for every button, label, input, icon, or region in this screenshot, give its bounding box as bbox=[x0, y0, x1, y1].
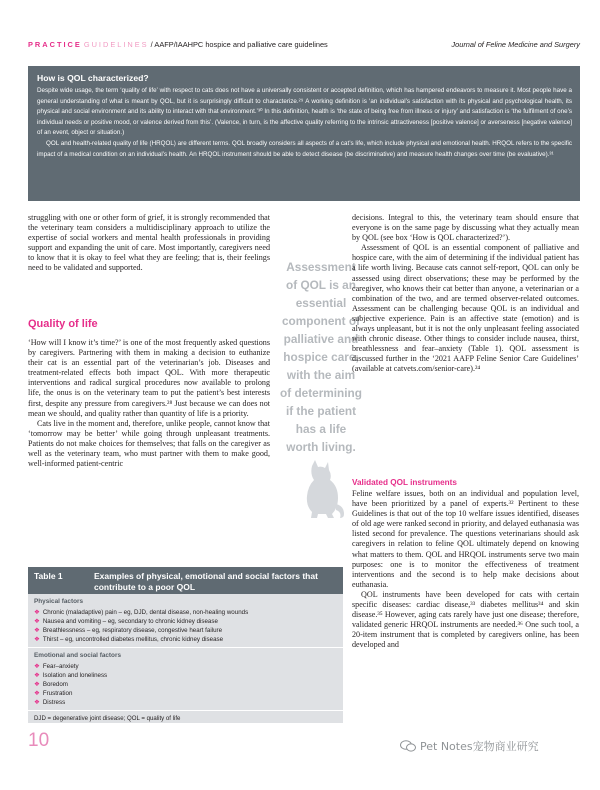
table-item: ❖ Chronic (maladaptive) pain – eg, DJD, dental disease, non-healing wounds bbox=[34, 609, 249, 616]
header-guidelines: GUIDELINES bbox=[83, 40, 149, 49]
right-paragraph-3: Feline welfare issues, both on an individual and population level, have been prioritized by a panel of experts.³² Pertinent to these Guidelines is that out of the top 10 welfare issues identified, diseases of old age were ranked second in priority, and delayed euthanasia was listed second for prevalence. The questions veterinarians should ask caregivers in relation to feline QOL ultimately depend on knowing what matters to them. QOL and HRQOL instruments serve two main purposes: one is to monitor the effectiveness of treatment interventions and the second is to help make decisions about euthanasia. bbox=[352, 489, 579, 589]
table-item: ❖ Fear–anxiety bbox=[34, 663, 79, 670]
running-header bbox=[28, 40, 580, 49]
table-footnote: DJD = degenerative joint disease; QOL = quality of life bbox=[34, 715, 181, 722]
header-slash: / bbox=[148, 40, 155, 49]
section-heading-quality-of-life: Quality of life bbox=[28, 318, 98, 330]
box-paragraph-2: QOL and health-related quality of life (HRQOL) are different terms. QOL broadly considers all aspects of a cat’s life, which include physical and emotional health. HRQOL refers to the specific impact of a medical condition on an individual’s health. An HRQOL instrument should be able to detect disease (be discriminative) and measure health changes over time (be evaluative).³¹ bbox=[37, 139, 572, 158]
right-paragraph-1: decisions. Integral to this, the veterinary team should ensure that everyone is on the same page by discussing what they actually mean by QOL (see box ‘How is QOL characterized?’). bbox=[352, 213, 579, 243]
table-item: ❖ Frustration bbox=[34, 690, 73, 697]
table-item: ❖ Breathlessness – eg, respiratory disease, congestive heart failure bbox=[34, 627, 223, 634]
qol-definition-box bbox=[28, 66, 580, 201]
bullet-icon: ❖ bbox=[34, 699, 40, 706]
pull-quote: Assessment of QOL is an essential component of palliative and hospice care, with the aim of determining if the patient has a life worth living. bbox=[280, 260, 362, 454]
table-item: ❖ Thirst – eg, uncontrolled diabetes mellitus, chronic kidney disease bbox=[34, 636, 224, 643]
left-paragraph-3: Cats live in the moment and, therefore, unlike people, cannot know that ‘tomorrow may be better’ while going through unpleasant treatments. Patients do not make choices for themselves; that falls on the caregiver as well as the veterinary team, who must partner with them to make good, well-informed patient-centric bbox=[28, 418, 270, 469]
page-number: 10 bbox=[28, 730, 50, 751]
table-group-physical: Physical factors bbox=[34, 598, 84, 605]
bullet-icon: ❖ bbox=[34, 672, 40, 679]
table-header bbox=[28, 567, 343, 594]
header-journal: Journal of Feline Medicine and Surgery bbox=[451, 40, 580, 49]
watermark bbox=[400, 738, 539, 754]
table-label: Table 1 bbox=[34, 571, 63, 581]
bullet-icon: ❖ bbox=[34, 627, 40, 634]
bullet-icon: ❖ bbox=[34, 681, 40, 688]
bullet-icon: ❖ bbox=[34, 636, 40, 643]
box-paragraph-1: Despite wide usage, the term ‘quality of life’ with respect to cats does not have a universally consistent or accepted definition, which has hampered endeavors to measure it. Most people have a general understanding of what is meant by QOL, but it is surprisingly difficult to characterize.²⁹ A working definition is ‘an individual’s satisfaction with its physical and psychological health, its physical and social environment and its ability to interact with that environment.’³⁰ In this definition, health is ‘the state of being free from illness or injury’ and satisfaction is ‘the fulfilment of one’s individual needs or positive mood, or valence derived from this’. (Valence, in turn, is the affective quality referring to the intrinsic attractiveness [positive valence] or averseness [negative valence] of an event, object or situation.) bbox=[37, 87, 572, 137]
right-column bbox=[352, 213, 579, 375]
right-paragraph-4: QOL instruments have been developed for cats with certain specific diseases: cardiac disease,³³ diabetes mellitus³⁴ and skin disease.³⁵ However, aging cats rarely have just one disease; therefore, validated generic HRQOL instruments are needed.³⁶ One such tool, a 20-item instrument that is completed by caregivers online, has been developed and bbox=[352, 589, 579, 650]
table-item: ❖ Boredom bbox=[34, 681, 68, 688]
table-divider bbox=[28, 710, 343, 711]
watermark-text: Pet Notes宠物商业研究 bbox=[420, 740, 539, 753]
table-group-emotional: Emotional and social factors bbox=[34, 652, 122, 659]
left-paragraph-1: struggling with one or other form of grief, it is strongly recommended that the veterinary team considers a multidisciplinary approach to utilize the expertise of social workers and mental health professionals in providing support and expanding the unit of care. Most importantly, caregivers need to know that it is okay to feel what they are feeling; that is, their feelings need to be validated and supported. bbox=[28, 213, 270, 273]
header-series: AAFP/IAAHPC hospice and palliative care guidelines bbox=[154, 40, 328, 49]
subheading-validated-qol: Validated QOL instruments bbox=[352, 478, 457, 487]
table-1 bbox=[28, 567, 343, 723]
left-column-lower bbox=[28, 338, 270, 469]
table-title: Examples of physical, emotional and social factors that contribute to a poor QOL bbox=[94, 571, 318, 592]
table-item: ❖ Isolation and loneliness bbox=[34, 672, 108, 679]
table-divider bbox=[28, 647, 343, 648]
right-paragraph-2: Assessment of QOL is an essential component of palliative and hospice care, with the aim of determining if the individual patient has a life worth living. Because cats cannot self-report, QOL can only be assessed using direct observations; these may be performed by the caregiver, who knows their cat better than anyone, a veterinarian or a combination of the two, and are termed observer-related outcomes. Assessment can be challenging because QOL is an individual and subjective experience. Pain is an affective state (emotion) and is always unpleasant, but it is not the only unpleasant feeling associated with chronic disease. Other things to consider include nausea, thirst, breathlessness and fear–anxiety (Table 1). QOL assessment is discussed further in the ‘2021 AAFP Feline Senior Care Guidelines’ (available at catvets.com/senior-care).²⁴ bbox=[352, 243, 579, 374]
header-practice: PRACTICE bbox=[28, 40, 82, 49]
bullet-icon: ❖ bbox=[34, 690, 40, 697]
bullet-icon: ❖ bbox=[34, 663, 40, 670]
bullet-icon: ❖ bbox=[34, 618, 40, 625]
right-column-lower bbox=[352, 489, 579, 651]
left-paragraph-2: ‘How will I know it’s time?’ is one of the most frequently asked questions by caregivers. Partnering with them in making a decision to euthanize their cat is an essential part of the veterinarian’s job. Diseases and treatment-related effects both impact QOL. With more therapeutic interventions and radical surgical procedures now available to prolong life, the onus is on the veterinary team to put the patient’s best interests first, despite any pressure from caregivers.²⁸ Just because we can does not mean we should, and quality rather than quantity of life is a priority. bbox=[28, 338, 270, 418]
box-title: How is QOL characterized? bbox=[37, 73, 149, 83]
table-item: ❖ Nausea and vomiting – eg, secondary to chronic kidney disease bbox=[34, 618, 218, 625]
bullet-icon: ❖ bbox=[34, 609, 40, 616]
cat-silhouette-icon bbox=[298, 460, 346, 520]
left-column bbox=[28, 213, 270, 274]
wechat-icon bbox=[400, 740, 416, 752]
table-item: ❖ Distress bbox=[34, 699, 66, 706]
